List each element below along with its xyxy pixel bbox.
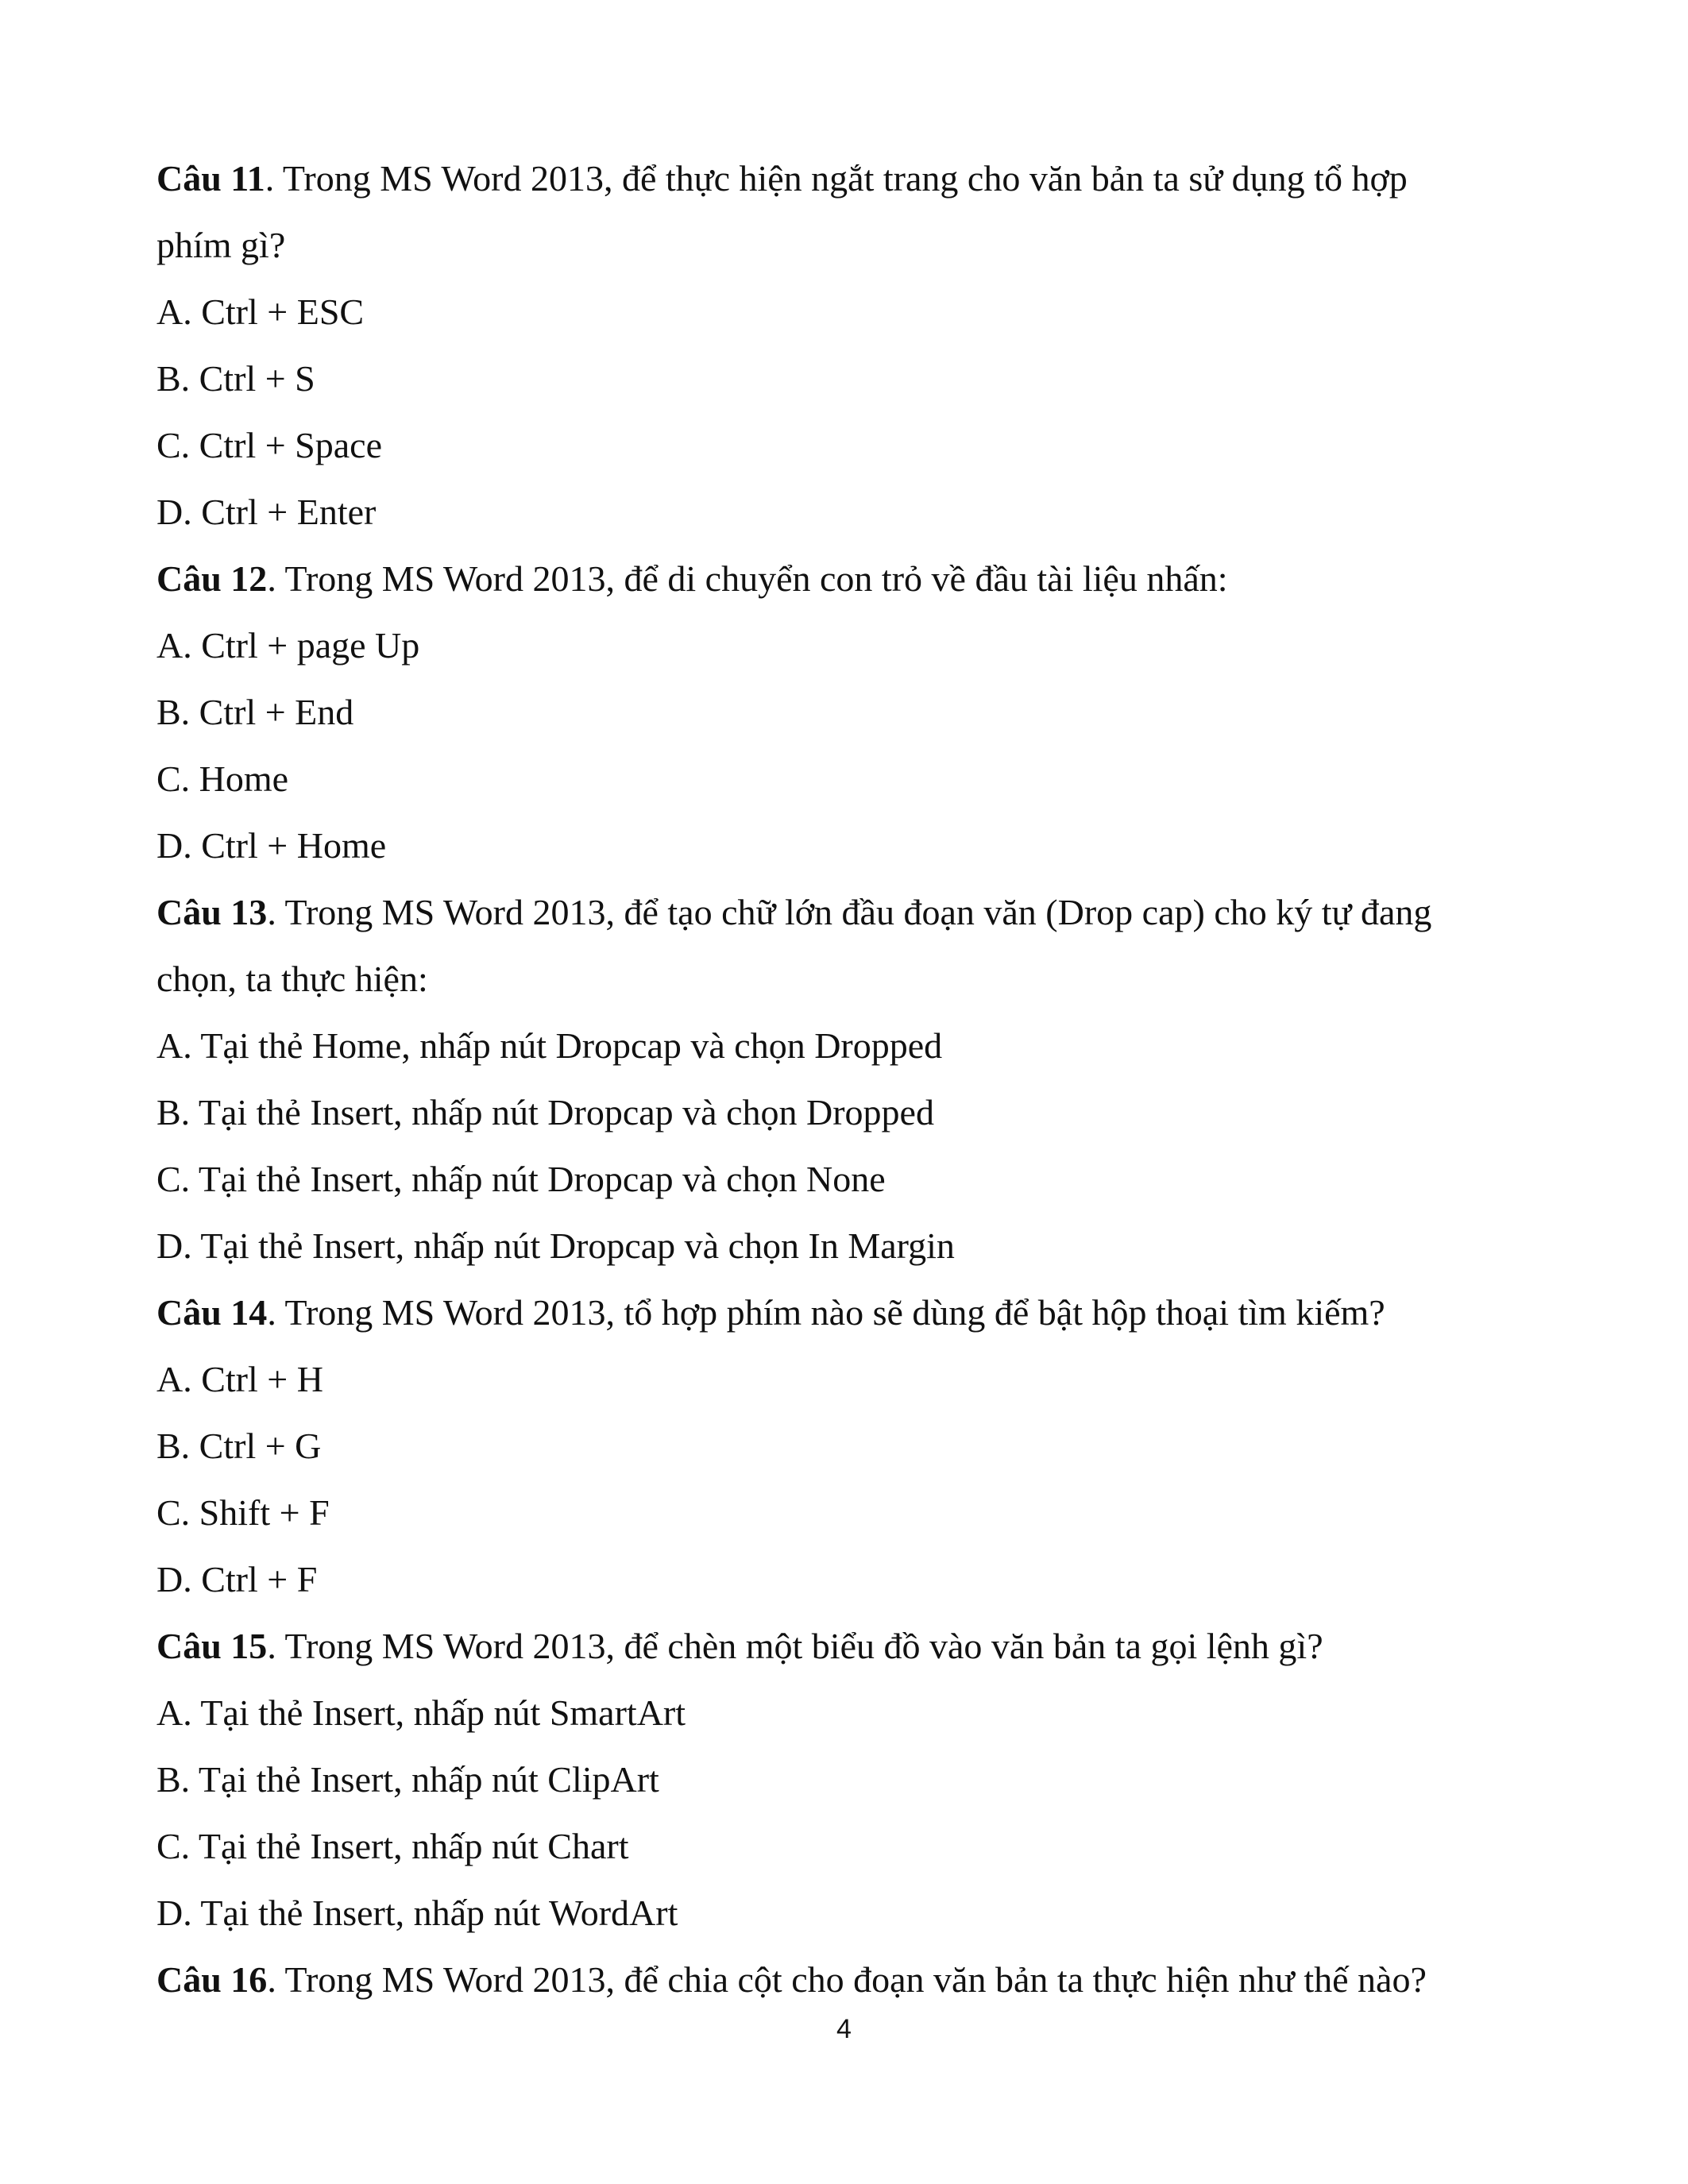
question-13-line-1 <box>156 879 1547 946</box>
page-number: 4 <box>836 2014 852 2044</box>
question-16-text: . Trong MS Word 2013, để chia cột cho đoạn văn bản ta thực hiện như thế nào? <box>267 1959 1427 2000</box>
question-12-option-c: C. Home <box>156 758 289 799</box>
question-13-label: Câu 13 <box>156 892 268 932</box>
question-13-option-a: A. Tại thẻ Home, nhấp nút Dropcap và chọn Dropped <box>156 1025 943 1066</box>
question-14-option-b: B. Ctrl + G <box>156 1426 322 1466</box>
question-14-option-d: D. Ctrl + F <box>156 1559 318 1599</box>
question-13-option-d: D. Tại thẻ Insert, nhấp nút Dropcap và chọn In Margin <box>156 1225 955 1266</box>
question-12-text: . Trong MS Word 2013, để di chuyển con trỏ về đầu tài liệu nhấn: <box>267 558 1228 599</box>
question-15-option-c: C. Tại thẻ Insert, nhấp nút Chart <box>156 1826 629 1866</box>
question-13-text: . Trong MS Word 2013, để tạo chữ lớn đầu đoạn văn (Drop cap) cho ký tự đang <box>267 892 1432 932</box>
question-11-line-2: phím gì? <box>156 225 286 265</box>
question-12-option-a: A. Ctrl + page Up <box>156 625 420 666</box>
question-13-line-2: chọn, ta thực hiện: <box>156 959 428 999</box>
question-16-label: Câu 16 <box>156 1959 268 2000</box>
document-body <box>156 145 1547 2013</box>
question-11-text: . Trong MS Word 2013, để thực hiện ngắt trang cho văn bản ta sử dụng tổ hợp <box>265 158 1408 199</box>
question-12-label: Câu 12 <box>156 558 268 599</box>
question-15-option-a: A. Tại thẻ Insert, nhấp nút SmartArt <box>156 1692 686 1733</box>
question-15-option-b: B. Tại thẻ Insert, nhấp nút ClipArt <box>156 1759 659 1800</box>
question-15-text: . Trong MS Word 2013, để chèn một biểu đồ vào văn bản ta gọi lệnh gì? <box>267 1626 1323 1666</box>
question-14-option-a: A. Ctrl + H <box>156 1359 323 1399</box>
question-16-line-1 <box>156 1947 1547 2013</box>
question-11-option-a: A. Ctrl + ESC <box>156 291 365 332</box>
question-11-label: Câu 11 <box>156 158 265 199</box>
question-14-option-c: C. Shift + F <box>156 1492 330 1533</box>
question-14-line-1 <box>156 1279 1547 1346</box>
question-11-line-1 <box>156 145 1547 212</box>
question-14-text: . Trong MS Word 2013, tổ hợp phím nào sẽ dùng để bật hộp thoại tìm kiếm? <box>267 1292 1385 1333</box>
question-13-option-c: C. Tại thẻ Insert, nhấp nút Dropcap và chọn None <box>156 1159 886 1199</box>
question-13-option-b: B. Tại thẻ Insert, nhấp nút Dropcap và chọn Dropped <box>156 1092 934 1133</box>
question-11-option-b: B. Ctrl + S <box>156 358 315 399</box>
question-12-line-1 <box>156 546 1547 612</box>
question-11-option-c: C. Ctrl + Space <box>156 425 383 465</box>
question-15-option-d: D. Tại thẻ Insert, nhấp nút WordArt <box>156 1893 678 1933</box>
question-15-label: Câu 15 <box>156 1626 268 1666</box>
question-12-option-b: B. Ctrl + End <box>156 692 354 732</box>
question-11-option-d: D. Ctrl + Enter <box>156 492 377 532</box>
question-14-label: Câu 14 <box>156 1292 268 1333</box>
question-12-option-d: D. Ctrl + Home <box>156 825 387 866</box>
question-15-line-1 <box>156 1613 1547 1680</box>
